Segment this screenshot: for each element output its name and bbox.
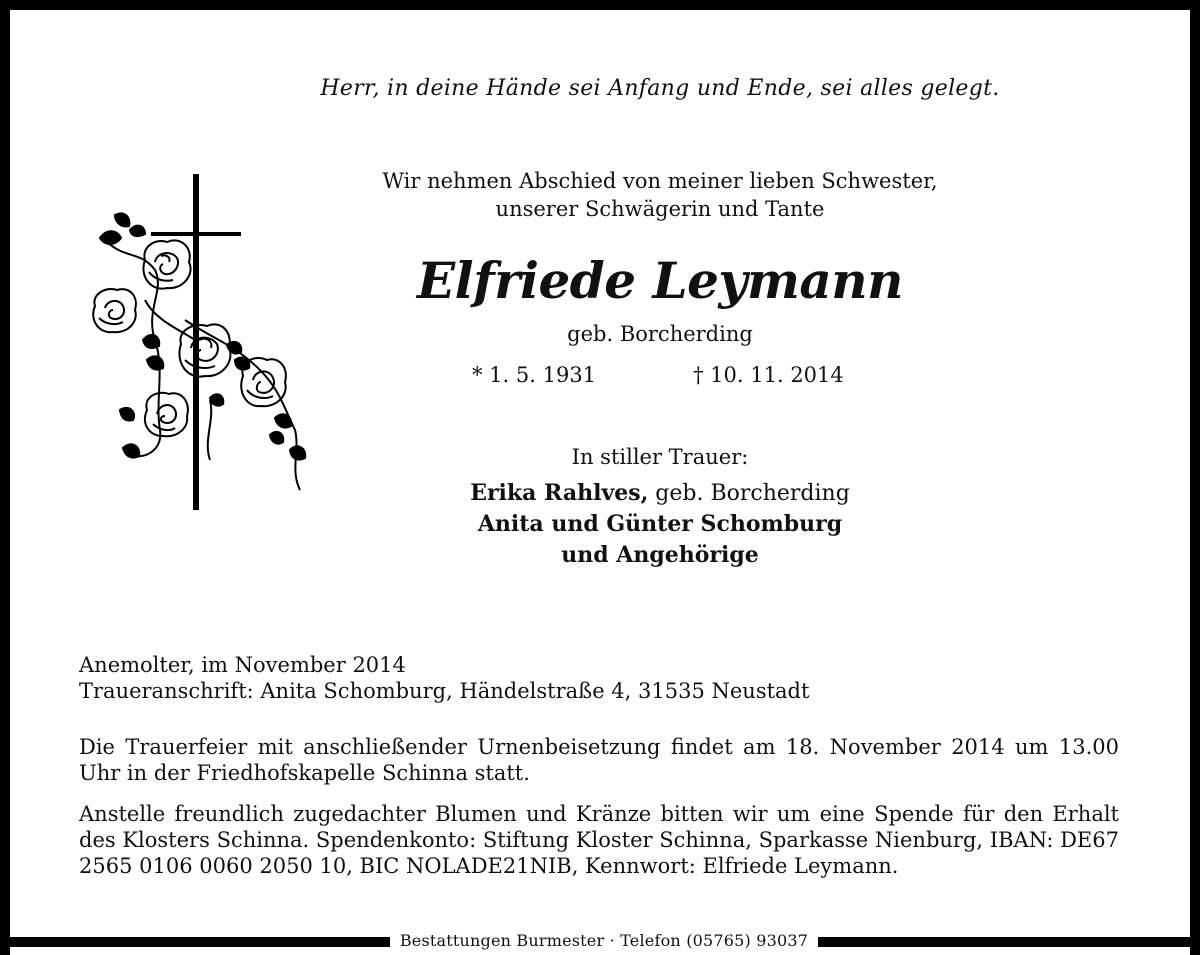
mourners-list [340, 478, 980, 571]
death-date: † 10. 11. 2014 [693, 363, 844, 387]
mourner-birth-name-1: geb. Borcherding [648, 481, 850, 506]
motto-verse: Herr, in deine Hände sei Anfang und Ende, sei alles gelegt. [320, 76, 1000, 101]
funeral-home-footer: Bestattungen Burmester · Telefon (05765) 93037 [399, 931, 809, 950]
mourner-name-1: Erika Rahlves, [470, 480, 649, 506]
mourner-line-2 [340, 509, 980, 540]
mourner-relatives: und Angehörige [561, 542, 759, 568]
intro-text [340, 167, 980, 223]
bottom-border-right [818, 937, 1200, 947]
donation-text: Anstelle freundlich zugedachter Blumen und Kränze bitten wir um eine Spende für den Erhalt des Klosters Schinna. Spendenkonto: Stiftung Kloster Schinna, Sparkasse Nienburg, IBAN: DE67 2565 0106 0060 2050 10, BIC NOLADE21NIB, Kennwort: Elfriede Leymann. [79, 802, 1119, 878]
intro-line-2: unserer Schwägerin und Tante [495, 197, 825, 221]
deceased-name: Elfriede Leymann [417, 251, 903, 310]
birth-name: geb. Borcherding [567, 322, 753, 346]
funeral-service-text: Die Trauerfeier mit anschließender Urnenbeisetzung findet am 18. November 2014 um 13.00 Uhr in der Friedhofskapelle Schinna statt. [79, 735, 1119, 785]
cross-with-roses-icon [85, 170, 315, 515]
mourner-name-2: Anita und Günter Schomburg [477, 511, 843, 537]
bottom-border-left [0, 937, 390, 947]
birth-date: * 1. 5. 1931 [472, 363, 597, 387]
place-and-address [79, 652, 1119, 704]
mourner-line-1 [340, 478, 980, 509]
mourner-line-3 [340, 540, 980, 571]
mourning-address: Traueranschrift: Anita Schomburg, Händelstraße 4, 31535 Neustadt [79, 679, 810, 703]
intro-line-1: Wir nehmen Abschied von meiner lieben Schwester, [382, 169, 938, 193]
mourning-heading: In stiller Trauer: [571, 445, 749, 469]
place-date: Anemolter, im November 2014 [79, 653, 406, 677]
